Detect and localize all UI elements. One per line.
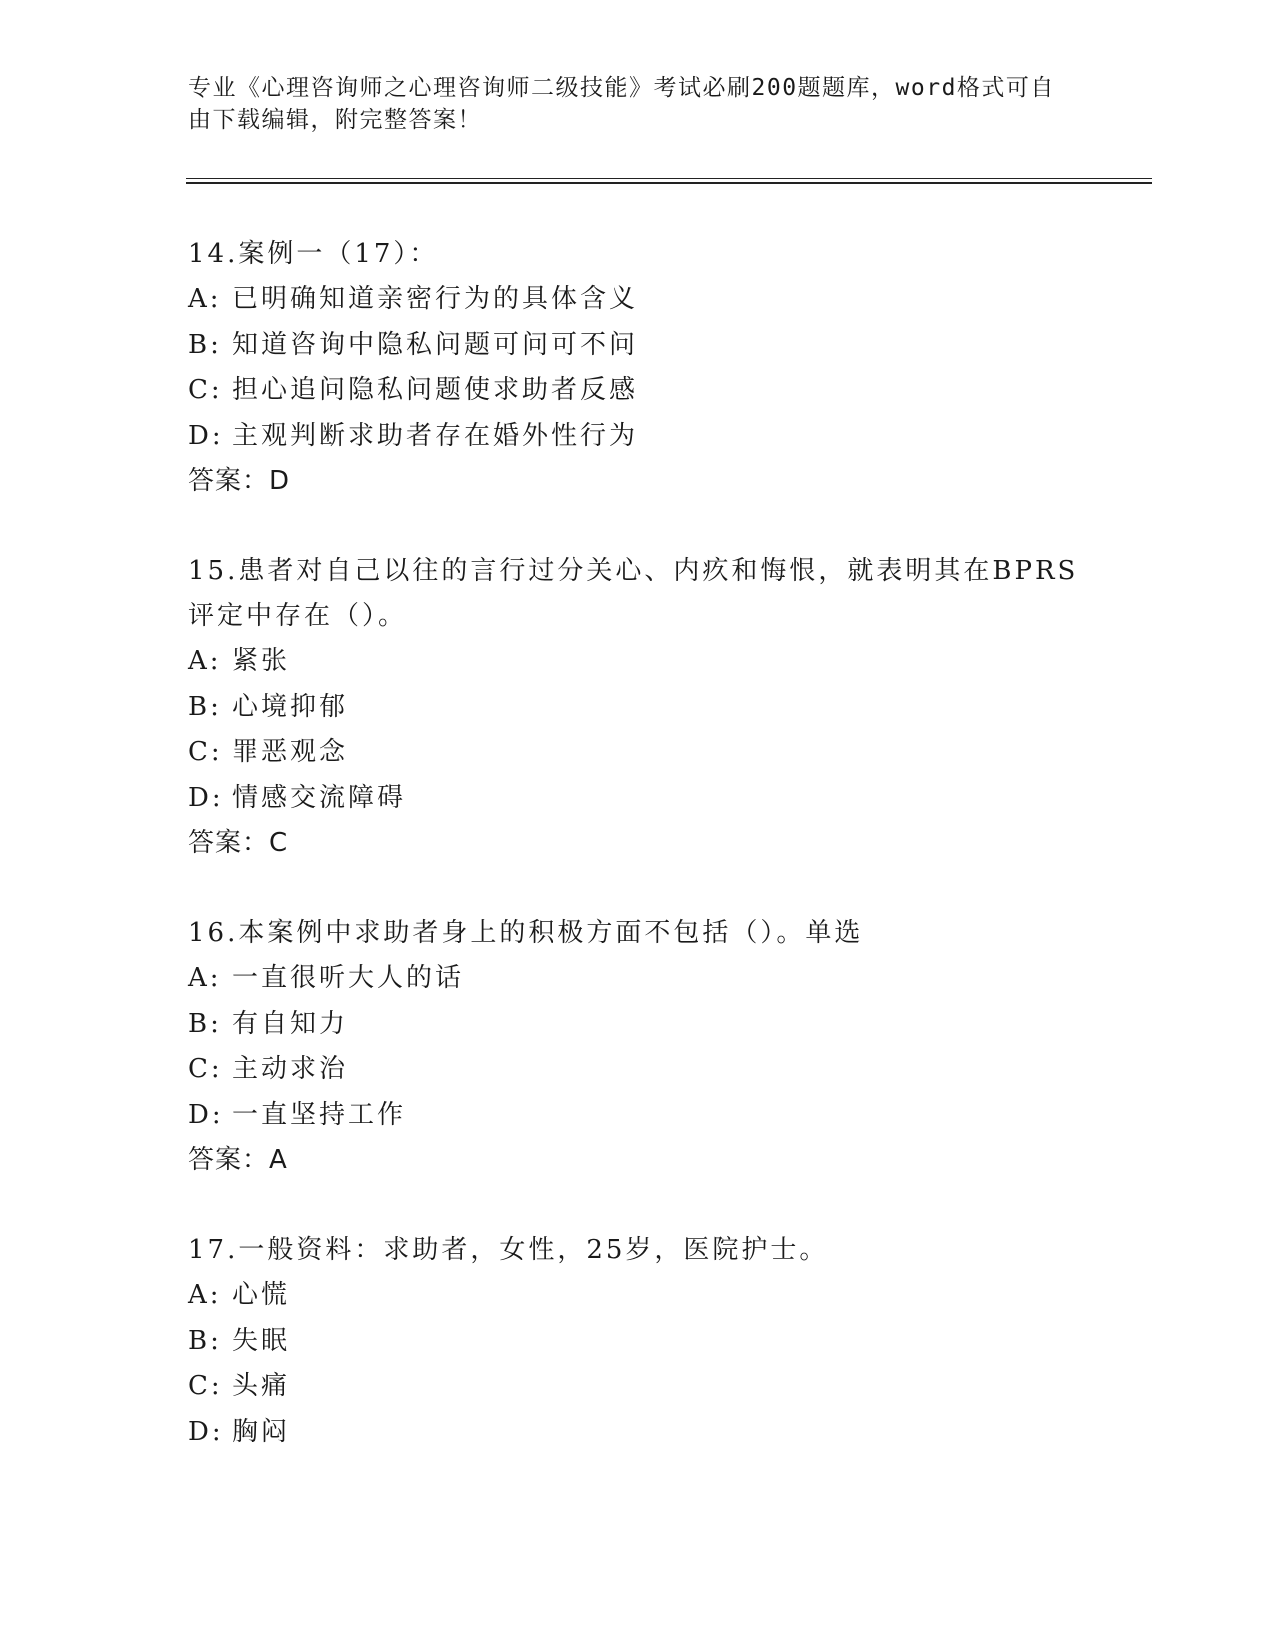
question-16	[188, 911, 1088, 1183]
option-c	[188, 368, 1088, 414]
option-key: C:	[188, 1054, 223, 1084]
option-text: 失眠	[232, 1325, 291, 1356]
option-b	[188, 685, 1088, 731]
option-a	[188, 1273, 1088, 1319]
option-key: D:	[188, 782, 224, 813]
option-text: 担心追问隐私问题使求助者反感	[232, 375, 639, 405]
option-d	[188, 1093, 1088, 1139]
option-text: 主动求治	[232, 1054, 349, 1084]
option-a	[188, 956, 1088, 1002]
option-text: 罪恶观念	[232, 737, 349, 767]
option-key: C:	[188, 375, 223, 405]
answer-line: 答案：C	[188, 828, 289, 858]
option-key: A:	[188, 1280, 222, 1310]
question-stem: 16.本案例中求助者身上的积极方面不包括（）。单选	[188, 918, 864, 948]
option-b	[188, 1002, 1088, 1048]
option-text: 一直坚持工作	[232, 1099, 407, 1130]
option-text: 情感交流障碍	[232, 782, 407, 813]
question-list	[188, 232, 1088, 1500]
option-key: C:	[188, 737, 223, 767]
option-a	[188, 277, 1088, 323]
header-divider-thick	[186, 182, 1152, 184]
option-text: 心境抑郁	[232, 691, 349, 722]
option-text: 头痛	[232, 1371, 291, 1401]
question-15	[188, 549, 1088, 866]
option-text: 主观判断求助者存在婚外性行为	[232, 420, 639, 451]
option-text: 有自知力	[232, 1008, 349, 1039]
option-d	[188, 776, 1088, 822]
option-b	[188, 323, 1088, 369]
option-text: 心慌	[232, 1280, 291, 1310]
answer-line: 答案：D	[188, 466, 291, 496]
question-17	[188, 1228, 1088, 1455]
option-key: D:	[188, 1099, 224, 1130]
option-key: D:	[188, 1416, 224, 1447]
option-d	[188, 1410, 1088, 1456]
option-d	[188, 414, 1088, 460]
option-text: 一直很听大人的话	[232, 963, 465, 993]
header-divider-thin	[186, 178, 1152, 179]
document-header-text: 专业《心理咨询师之心理咨询师二级技能》考试必刷200题题库，word格式可自由下载编辑，附完整答案！	[188, 75, 1055, 133]
option-key: A:	[188, 646, 222, 676]
option-c	[188, 730, 1088, 776]
option-text: 知道咨询中隐私问题可问可不问	[232, 329, 639, 360]
option-text: 已明确知道亲密行为的具体含义	[232, 284, 639, 314]
option-key: B:	[188, 329, 222, 360]
question-stem: 15.患者对自己以往的言行过分关心、内疚和悔恨，就表明其在BPRS评定中存在（）。	[188, 556, 1079, 631]
option-key: B:	[188, 691, 222, 722]
option-text: 紧张	[232, 646, 291, 676]
option-key: B:	[188, 1325, 222, 1356]
answer-line: 答案：A	[188, 1145, 288, 1175]
option-b	[188, 1319, 1088, 1365]
option-key: B:	[188, 1008, 222, 1039]
option-c	[188, 1364, 1088, 1410]
option-key: A:	[188, 284, 222, 314]
question-stem: 17.一般资料：求助者，女性，25岁，医院护士。	[188, 1235, 829, 1265]
option-a	[188, 639, 1088, 685]
option-key: A:	[188, 963, 222, 993]
option-c	[188, 1047, 1088, 1093]
question-stem: 14.案例一（17）：	[188, 239, 439, 269]
question-14	[188, 232, 1088, 504]
option-key: D:	[188, 420, 224, 451]
option-text: 胸闷	[232, 1416, 291, 1447]
option-key: C:	[188, 1371, 223, 1401]
